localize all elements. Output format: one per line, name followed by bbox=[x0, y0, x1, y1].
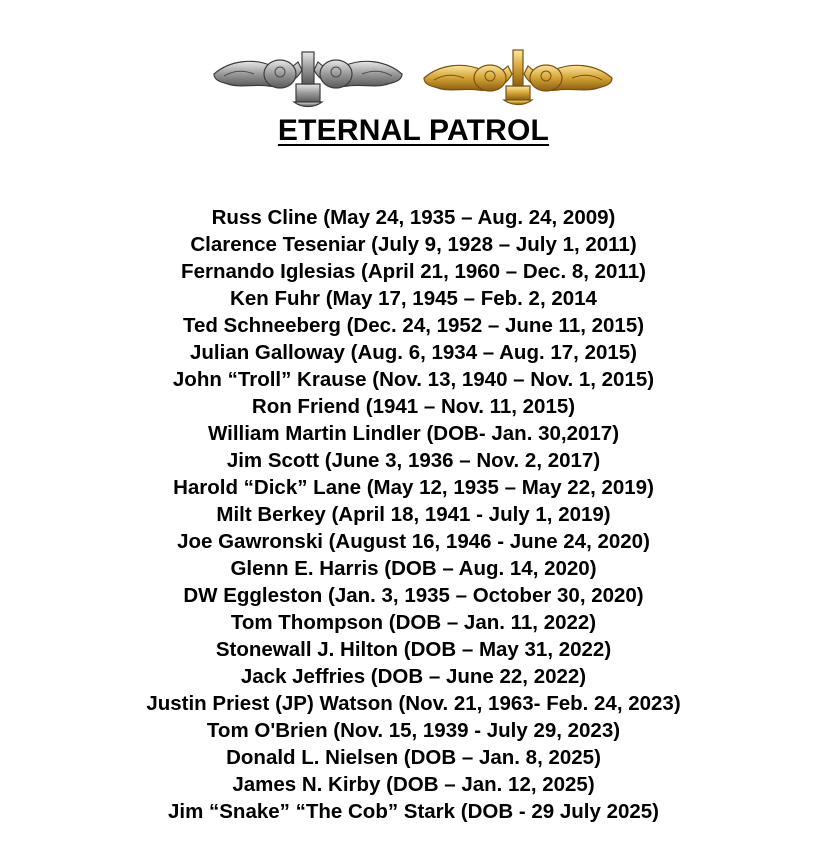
roster-entry: Ken Fuhr (May 17, 1945 – Feb. 2, 2014 bbox=[230, 287, 597, 310]
roster-entry: Justin Priest (JP) Watson (Nov. 21, 1963- Feb. 24, 2023) bbox=[146, 692, 681, 715]
roster-entry: Donald L. Nielsen (DOB – Jan. 8, 2025) bbox=[226, 746, 601, 769]
roster-entry: Jim “Snake” “The Cob” Stark (DOB - 29 July 2025) bbox=[167, 800, 660, 823]
roster-entry: Tom O'Brien (Nov. 15, 1939 - July 29, 2023) bbox=[206, 719, 621, 742]
roster-entry: Julian Galloway (Aug. 6, 1934 – Aug. 17, 2015) bbox=[190, 341, 637, 364]
page-title: ETERNAL PATROL bbox=[277, 114, 550, 147]
roster-entry: Stonewall J. Hilton (DOB – May 31, 2022) bbox=[215, 638, 612, 661]
roster-entry: DW Eggleston (Jan. 3, 1935 – October 30, 2020) bbox=[183, 584, 644, 607]
submarine-dolphins-silver-icon bbox=[210, 44, 406, 110]
roster-entry: Harold “Dick” Lane (May 12, 1935 – May 22, 2019) bbox=[173, 476, 654, 499]
roster-entry: Jack Jeffries (DOB – June 22, 2022) bbox=[240, 665, 587, 688]
roster-entry: Clarence Teseniar (July 9, 1928 – July 1, 2011) bbox=[190, 233, 637, 256]
roster-entry: Joe Gawronski (August 16, 1946 - June 24, 2020) bbox=[177, 530, 650, 553]
roster-entry: Tom Thompson (DOB – Jan. 11, 2022) bbox=[230, 611, 597, 634]
roster-entry: Jim Scott (June 3, 1936 – Nov. 2, 2017) bbox=[226, 449, 601, 472]
roster-entry: Ron Friend (1941 – Nov. 11, 2015) bbox=[251, 395, 576, 418]
roster-entry: Russ Cline (May 24, 1935 – Aug. 24, 2009) bbox=[211, 206, 616, 229]
roster-entry: James N. Kirby (DOB – Jan. 12, 2025) bbox=[232, 773, 595, 796]
submarine-dolphins-gold-icon bbox=[420, 44, 616, 110]
roster-entry: John “Troll” Krause (Nov. 13, 1940 – Nov. 1, 2015) bbox=[172, 368, 655, 391]
roster-entry: Milt Berkey (April 18, 1941 - July 1, 2019) bbox=[216, 503, 611, 526]
memorial-roster bbox=[0, 204, 827, 825]
insignia-row bbox=[0, 44, 827, 110]
roster-entry: Fernando Iglesias (April 21, 1960 – Dec. 8, 2011) bbox=[181, 260, 646, 283]
roster-entry: Ted Schneeberg (Dec. 24, 1952 – June 11, 2015) bbox=[182, 314, 645, 337]
roster-entry: William Martin Lindler (DOB- Jan. 30,2017) bbox=[207, 422, 620, 445]
roster-entry: Glenn E. Harris (DOB – Aug. 14, 2020) bbox=[230, 557, 597, 580]
